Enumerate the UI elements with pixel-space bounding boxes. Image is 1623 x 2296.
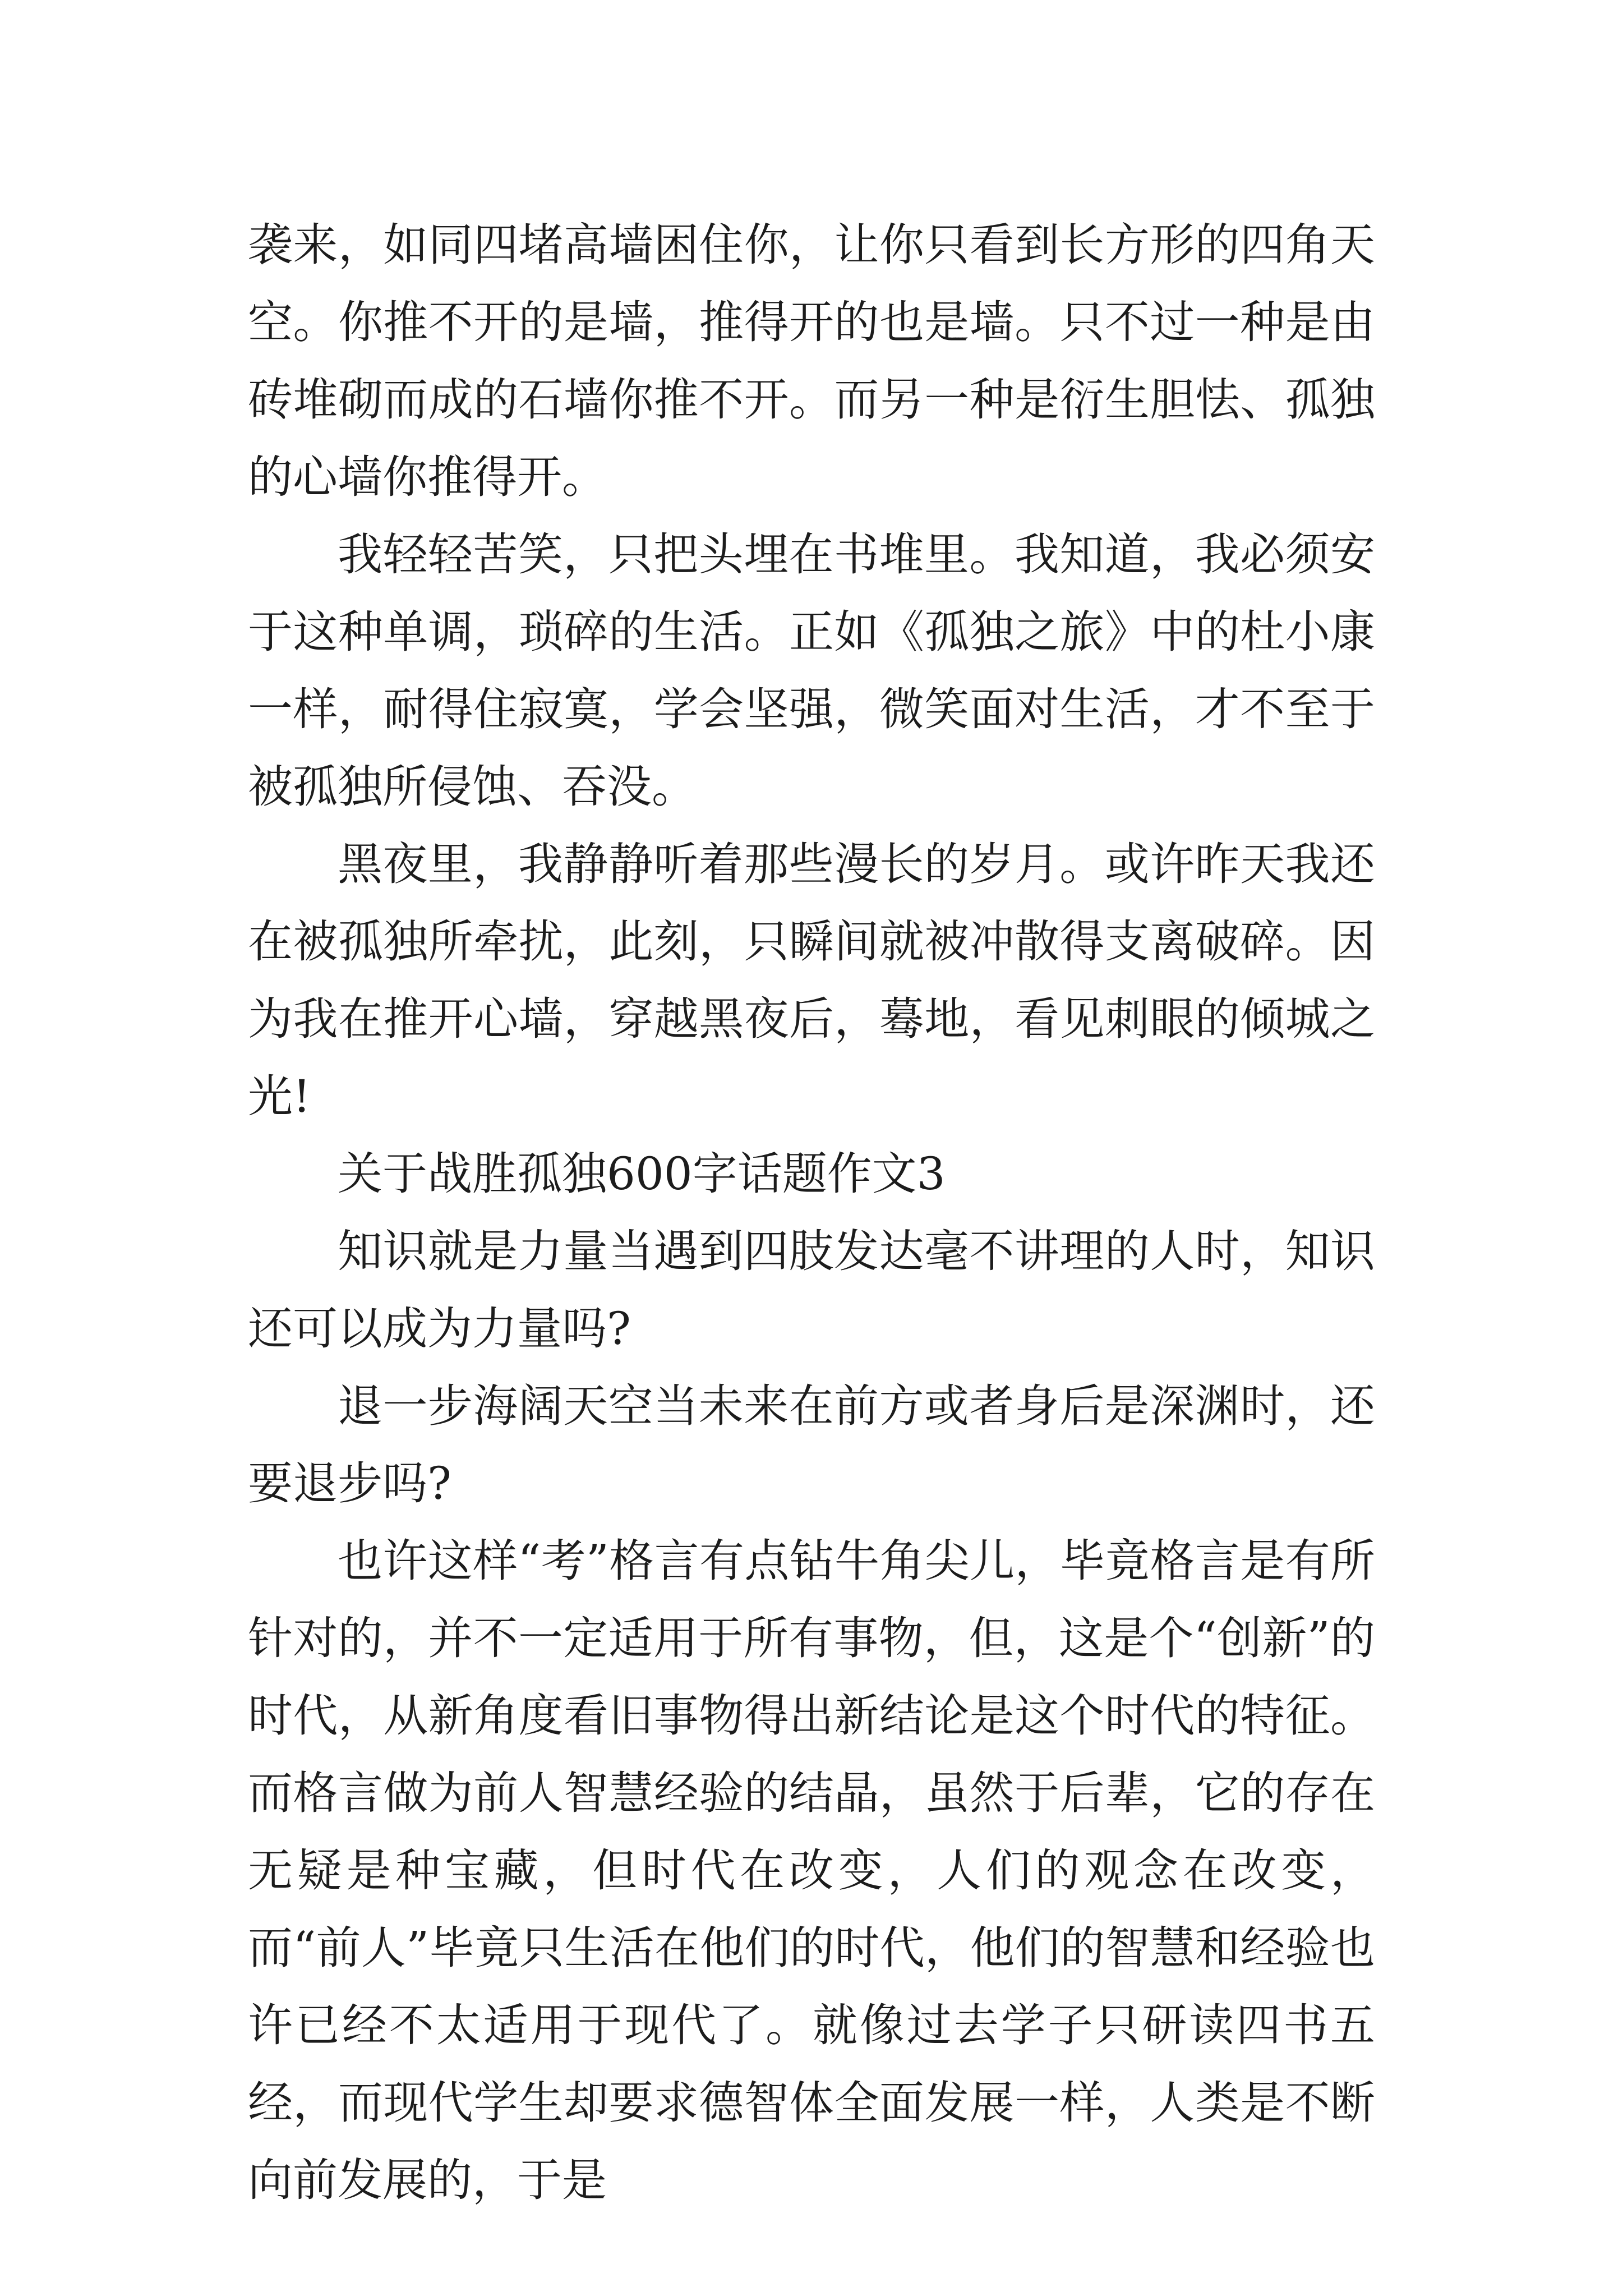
section-heading: 关于战胜孤独600字话题作文3	[338, 1148, 946, 1200]
paragraph: 知识就是力量当遇到四肢发达毫不讲理的人时，知识还可以成为力量吗?	[248, 1225, 1375, 1355]
paragraph: 退一步海阔天空当未来在前方或者身后是深渊时，还要退步吗?	[248, 1380, 1375, 1510]
paragraph-continuation: 袭来，如同四堵高墙困住你，让你只看到长方形的四角天空。你推不开的是墙，推得开的也是墙。只不过一种是由砖堆砌而成的石墙你推不开。而另一种是衍生胆怯、孤独的心墙你推得开。	[248, 219, 1375, 503]
paragraph: 也许这样“考”格言有点钻牛角尖儿，毕竟格言是有所针对的，并不一定适用于所有事物，但，这是个“创新”的时代，从新角度看旧事物得出新结论是这个时代的特征。而格言做为前人智慧经验的结晶，虽然于后辈，它的存在无疑是种宝藏，但时代在改变，人们的观念在改变，而“前人”毕竟只生活在他们的时代，他们的智慧和经验也许已经不太适用于现代了。就像过去学子只研读四书五经，而现代学生却要求德智体全面发展一样，人类是不断向前发展的，于是	[248, 1535, 1375, 2206]
paragraph: 黑夜里，我静静听着那些漫长的岁月。或许昨天我还在被孤独所牵扰，此刻，只瞬间就被冲散得支离破碎。因为我在推开心墙，穿越黑夜后，蓦地，看见刺眼的倾城之光!	[248, 838, 1375, 1122]
paragraph: 我轻轻苦笑，只把头埋在书堆里。我知道，我必须安于这种单调，琐碎的生活。正如《孤独之旅》中的杜小康一样，耐得住寂寞，学会坚强，微笑面对生活，才不至于被孤独所侵蚀、吞没。	[248, 528, 1375, 813]
document-body	[248, 206, 1375, 2219]
